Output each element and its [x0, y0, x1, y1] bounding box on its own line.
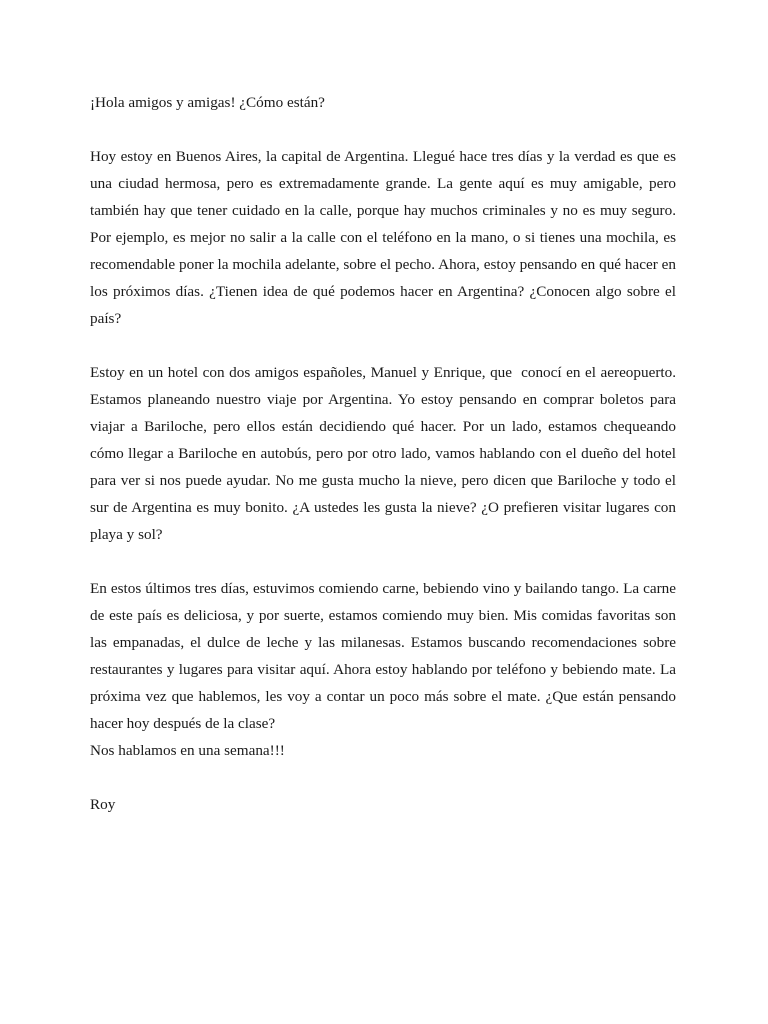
- paragraph-1: Hoy estoy en Buenos Aires, la capital de Argentina. Llegué hace tres días y la verdad es que es una ciudad hermosa, pero es extremadamente grande. La gente aquí es muy amigable, pero también hay que tener cuidado en la calle, porque hay muchos criminales y no es muy seguro. Por ejemplo, es mejor no salir a la calle con el teléfono en la mano, o si tienes una mochila, es recomendable poner la mochila adelante, sobre el pecho. Ahora, estoy pensando en qué hacer en los próximos días. ¿Tienen idea de qué podemos hacer en Argentina? ¿Conocen algo sobre el país?: [90, 148, 680, 327]
- closing-line: Nos hablamos en una semana!!!: [90, 742, 285, 759]
- paragraph-3: En estos últimos tres días, estuvimos comiendo carne, bebiendo vino y bailando tango. La carne de este país es deliciosa, y por suerte, estamos comiendo muy bien. Mis comidas favoritas son las empanadas, el dulce de leche y las milanesas. Estamos buscando recomendaciones sobre restaurantes y lugares para visitar aquí. Ahora estoy hablando por teléfono y bebiendo mate. La próxima vez que hablemos, les voy a contar un poco más sobre el mate. ¿Que están pensando hacer hoy después de la clase?: [90, 580, 680, 732]
- greeting-line: ¡Hola amigos y amigas! ¿Cómo están?: [90, 94, 325, 111]
- document-page: [90, 89, 680, 818]
- paragraph-spacer: [90, 548, 676, 575]
- paragraph-spacer: [90, 116, 676, 143]
- signature: Roy: [90, 796, 116, 813]
- paragraph-spacer: [90, 332, 676, 359]
- paragraph-2: Estoy en un hotel con dos amigos españoles, Manuel y Enrique, que conocí en el aereopuerto. Estamos planeando nuestro viaje por Argentina. Yo estoy pensando en comprar boletos para viajar a Bariloche, pero ellos están decidiendo qué hacer. Por un lado, estamos chequeando cómo llegar a Bariloche en autobús, pero por otro lado, vamos hablando con el dueño del hotel para ver si nos puede ayudar. No me gusta mucho la nieve, pero dicen que Bariloche y todo el sur de Argentina es muy bonito. ¿A ustedes les gusta la nieve? ¿O prefieren visitar lugares con playa y sol?: [90, 364, 680, 543]
- paragraph-spacer: [90, 764, 676, 791]
